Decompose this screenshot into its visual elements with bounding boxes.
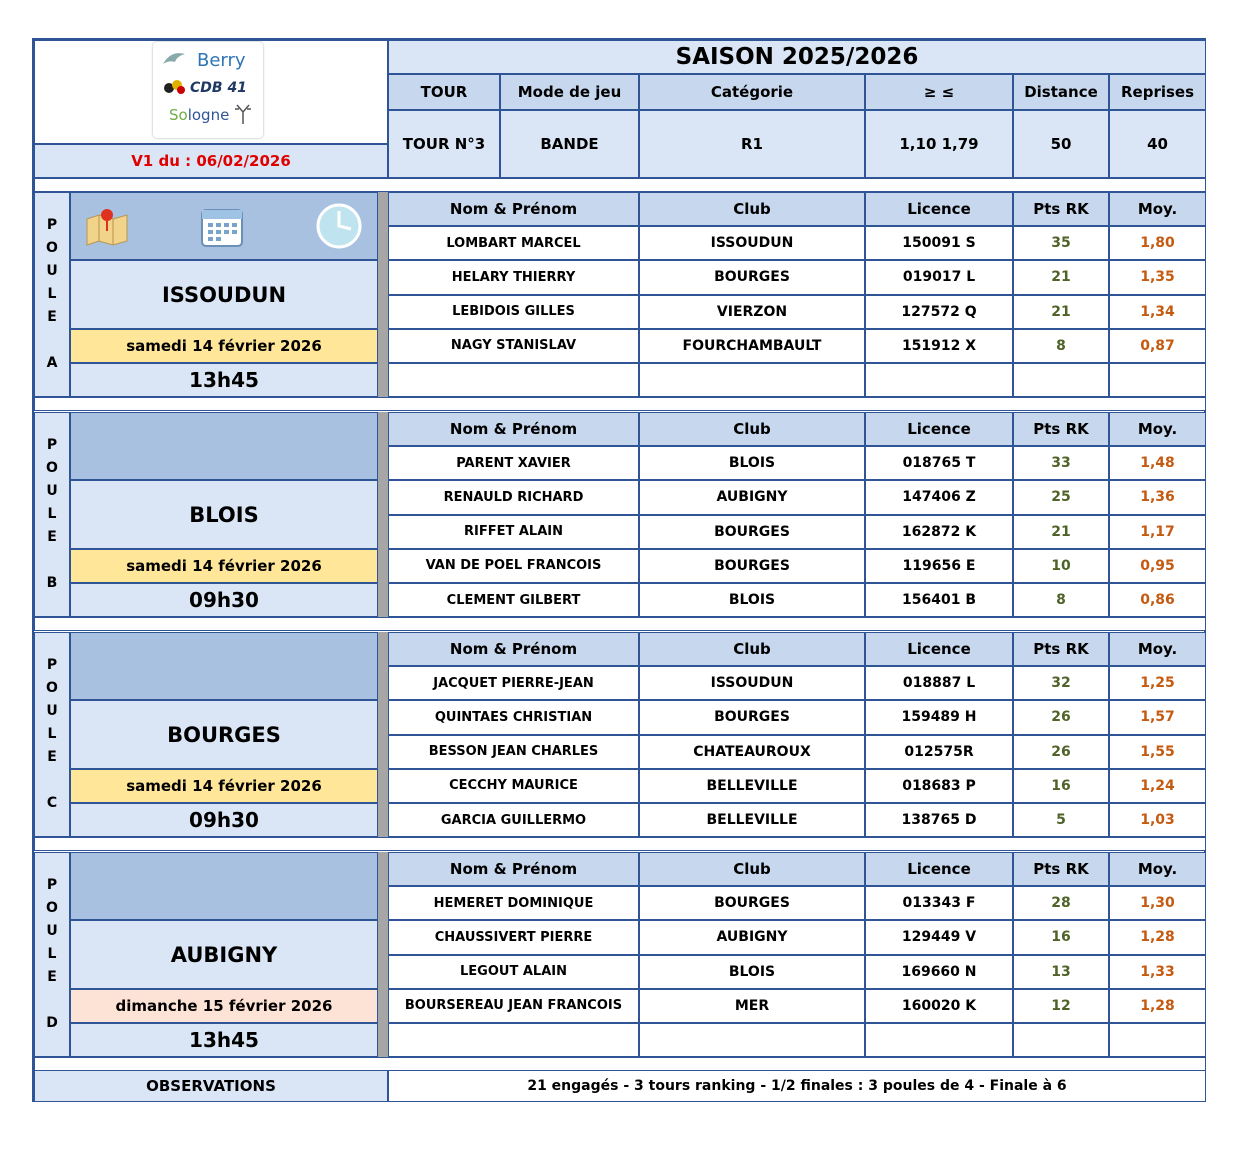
player-pts-rk: 33 <box>1013 446 1109 480</box>
player-moy: 1,48 <box>1109 446 1206 480</box>
divider-bar <box>378 852 388 1057</box>
player-moy: 0,95 <box>1109 549 1206 583</box>
poule-letter: P <box>46 437 58 454</box>
column-header-licence: Licence <box>865 852 1013 886</box>
player-licence: 018887 L <box>865 666 1013 700</box>
divider-bar <box>378 412 388 617</box>
player-club: CHATEAUROUX <box>639 735 865 769</box>
player-pts-rk: 26 <box>1013 735 1109 769</box>
player-club: VIERZON <box>639 295 865 329</box>
divider-bar <box>378 632 388 837</box>
poule-letter: C <box>46 795 58 812</box>
poule-letter: D <box>46 1015 58 1032</box>
dolphin-icon <box>161 48 189 70</box>
player-pts-rk: 16 <box>1013 920 1109 954</box>
column-header-licence: Licence <box>865 412 1013 446</box>
player-licence: 159489 H <box>865 700 1013 734</box>
poule-letter: P <box>46 217 58 234</box>
player-club: AUBIGNY <box>639 920 865 954</box>
player-licence: 129449 V <box>865 920 1013 954</box>
player-club: BELLEVILLE <box>639 769 865 803</box>
poule-time: 09h30 <box>70 803 378 837</box>
poule-letter: L <box>47 946 57 963</box>
poule-time: 13h45 <box>70 1023 378 1057</box>
column-header-name: Nom & Prénom <box>388 192 639 226</box>
player-licence: 156401 B <box>865 583 1013 617</box>
poule-date: samedi 14 février 2026 <box>70 329 378 363</box>
player-pts-rk: 28 <box>1013 886 1109 920</box>
player-name: BESSON JEAN CHARLES <box>388 735 639 769</box>
player-licence: 018765 T <box>865 446 1013 480</box>
player-moy <box>1109 1023 1206 1057</box>
player-pts-rk: 26 <box>1013 700 1109 734</box>
column-header-pts-rk: Pts RK <box>1013 852 1109 886</box>
cdb41-logo <box>153 42 263 138</box>
player-club: AUBIGNY <box>639 480 865 514</box>
player-moy: 0,86 <box>1109 583 1206 617</box>
player-name: NAGY STANISLAV <box>388 329 639 363</box>
player-name: GARCIA GUILLERMO <box>388 803 639 837</box>
poule-letter: O <box>46 900 58 917</box>
logo-text-sologne: Sologne <box>169 106 230 124</box>
player-pts-rk: 10 <box>1013 549 1109 583</box>
player-licence: 018683 P <box>865 769 1013 803</box>
player-club: BOURGES <box>639 260 865 294</box>
header-label-reprises: Reprises <box>1109 74 1206 110</box>
poule-letter: O <box>46 240 58 257</box>
player-pts-rk: 8 <box>1013 583 1109 617</box>
column-header-name: Nom & Prénom <box>388 632 639 666</box>
player-licence: 150091 S <box>865 226 1013 260</box>
player-licence: 013343 F <box>865 886 1013 920</box>
clock-icon <box>313 203 365 249</box>
column-header-licence: Licence <box>865 192 1013 226</box>
player-name: CECCHY MAURICE <box>388 769 639 803</box>
poule-letter: A <box>46 355 58 372</box>
poule-d-label <box>34 852 70 1057</box>
player-pts-rk: 21 <box>1013 515 1109 549</box>
logo-cell <box>34 40 388 144</box>
poule-letter: E <box>47 749 57 766</box>
player-licence: 151912 X <box>865 329 1013 363</box>
player-moy: 1,28 <box>1109 920 1206 954</box>
poule-time: 13h45 <box>70 363 378 397</box>
player-moy: 1,30 <box>1109 886 1206 920</box>
player-name: CHAUSSIVERT PIERRE <box>388 920 639 954</box>
player-pts-rk: 12 <box>1013 989 1109 1023</box>
season-title: SAISON 2025/2026 <box>388 40 1206 74</box>
billiard-balls-icon <box>163 78 187 96</box>
poule-c-label <box>34 632 70 837</box>
player-name: VAN DE POEL FRANCOIS <box>388 549 639 583</box>
player-pts-rk: 16 <box>1013 769 1109 803</box>
header-value-reprises: 40 <box>1109 110 1206 178</box>
player-club: BELLEVILLE <box>639 803 865 837</box>
column-header-moy: Moy. <box>1109 852 1206 886</box>
player-moy: 1,35 <box>1109 260 1206 294</box>
poule-letter: B <box>46 575 58 592</box>
poule-header-cell <box>70 412 378 480</box>
poule-letter: U <box>46 483 58 500</box>
player-club: BOURGES <box>639 700 865 734</box>
player-licence: 119656 E <box>865 549 1013 583</box>
player-club: BLOIS <box>639 955 865 989</box>
player-name: PARENT XAVIER <box>388 446 639 480</box>
poule-city: ISSOUDUN <box>70 260 378 328</box>
poule-letter: P <box>46 657 58 674</box>
player-pts-rk: 21 <box>1013 295 1109 329</box>
player-club <box>639 1023 865 1057</box>
header-value-range: 1,10 1,79 <box>865 110 1013 178</box>
header-value-categorie: R1 <box>639 110 865 178</box>
player-licence: 127572 Q <box>865 295 1013 329</box>
separator <box>34 397 1206 411</box>
player-name: RENAULD RICHARD <box>388 480 639 514</box>
poule-letter: P <box>46 877 58 894</box>
player-moy: 0,87 <box>1109 329 1206 363</box>
player-club: ISSOUDUN <box>639 226 865 260</box>
player-licence: 012575R <box>865 735 1013 769</box>
poule-time: 09h30 <box>70 583 378 617</box>
column-header-pts-rk: Pts RK <box>1013 192 1109 226</box>
logo-text-berry: Berry <box>197 50 246 71</box>
player-moy: 1,80 <box>1109 226 1206 260</box>
player-name: LEBIDOIS GILLES <box>388 295 639 329</box>
deer-icon <box>231 102 255 126</box>
player-moy: 1,17 <box>1109 515 1206 549</box>
calendar-icon <box>199 204 245 248</box>
player-pts-rk <box>1013 1023 1109 1057</box>
player-club: ISSOUDUN <box>639 666 865 700</box>
player-club: BOURGES <box>639 549 865 583</box>
player-moy: 1,34 <box>1109 295 1206 329</box>
separator <box>34 617 1206 631</box>
column-header-pts-rk: Pts RK <box>1013 632 1109 666</box>
player-name: LOMBART MARCEL <box>388 226 639 260</box>
observations-label: OBSERVATIONS <box>34 1070 388 1102</box>
column-header-moy: Moy. <box>1109 632 1206 666</box>
poule-letter: L <box>47 506 57 523</box>
player-pts-rk: 13 <box>1013 955 1109 989</box>
player-licence <box>865 363 1013 397</box>
column-header-club: Club <box>639 192 865 226</box>
poule-letter: O <box>46 680 58 697</box>
player-licence: 138765 D <box>865 803 1013 837</box>
header-value-tour: TOUR N°3 <box>388 110 500 178</box>
player-club: BOURGES <box>639 886 865 920</box>
column-header-name: Nom & Prénom <box>388 412 639 446</box>
observations-text: 21 engagés - 3 tours ranking - 1/2 finales : 3 poules de 4 - Finale à 6 <box>388 1070 1206 1102</box>
player-name: BOURSEREAU JEAN FRANCOIS <box>388 989 639 1023</box>
player-licence: 169660 N <box>865 955 1013 989</box>
player-moy: 1,36 <box>1109 480 1206 514</box>
column-header-club: Club <box>639 412 865 446</box>
player-moy: 1,28 <box>1109 989 1206 1023</box>
poule-city: BLOIS <box>70 480 378 548</box>
column-header-pts-rk: Pts RK <box>1013 412 1109 446</box>
header-label-categorie: Catégorie <box>639 74 865 110</box>
player-name: LEGOUT ALAIN <box>388 955 639 989</box>
player-moy: 1,25 <box>1109 666 1206 700</box>
poule-date: samedi 14 février 2026 <box>70 769 378 803</box>
column-header-moy: Moy. <box>1109 192 1206 226</box>
map-icon <box>83 205 131 247</box>
player-name: CLEMENT GILBERT <box>388 583 639 617</box>
separator <box>34 178 1206 192</box>
player-moy: 1,57 <box>1109 700 1206 734</box>
poule-letter: U <box>46 923 58 940</box>
player-name: HELARY THIERRY <box>388 260 639 294</box>
player-name: RIFFET ALAIN <box>388 515 639 549</box>
divider-bar <box>378 192 388 397</box>
player-pts-rk: 25 <box>1013 480 1109 514</box>
header-label-range: ≥ ≤ <box>865 74 1013 110</box>
player-moy: 1,24 <box>1109 769 1206 803</box>
player-name <box>388 1023 639 1057</box>
column-header-moy: Moy. <box>1109 412 1206 446</box>
version-label: V1 du : 06/02/2026 <box>34 144 388 178</box>
poule-city: BOURGES <box>70 700 378 768</box>
header-label-tour: TOUR <box>388 74 500 110</box>
player-pts-rk: 35 <box>1013 226 1109 260</box>
logo-text-cdb: CDB 41 <box>190 80 247 96</box>
poule-letter: U <box>46 263 58 280</box>
header-label-distance: Distance <box>1013 74 1109 110</box>
separator <box>34 837 1206 851</box>
player-name <box>388 363 639 397</box>
player-pts-rk <box>1013 363 1109 397</box>
player-club: FOURCHAMBAULT <box>639 329 865 363</box>
player-licence: 162872 K <box>865 515 1013 549</box>
player-moy: 1,33 <box>1109 955 1206 989</box>
poule-letter: L <box>47 286 57 303</box>
poule-header-cell <box>70 852 378 920</box>
poule-header-cell <box>70 632 378 700</box>
player-pts-rk: 5 <box>1013 803 1109 837</box>
player-pts-rk: 8 <box>1013 329 1109 363</box>
separator <box>34 1057 1206 1071</box>
poule-letter: E <box>47 529 57 546</box>
poule-date: samedi 14 février 2026 <box>70 549 378 583</box>
poule-letter: E <box>47 969 57 986</box>
player-name: QUINTAES CHRISTIAN <box>388 700 639 734</box>
poule-letter: O <box>46 460 58 477</box>
poule-a-label <box>34 192 70 397</box>
player-licence: 019017 L <box>865 260 1013 294</box>
header-label-mode-de-jeu: Mode de jeu <box>500 74 639 110</box>
header-value-mode-de-jeu: BANDE <box>500 110 639 178</box>
player-name: HEMERET DOMINIQUE <box>388 886 639 920</box>
player-club <box>639 363 865 397</box>
player-name: JACQUET PIERRE-JEAN <box>388 666 639 700</box>
column-header-club: Club <box>639 852 865 886</box>
poule-city: AUBIGNY <box>70 920 378 988</box>
player-licence: 147406 Z <box>865 480 1013 514</box>
player-licence <box>865 1023 1013 1057</box>
player-club: BOURGES <box>639 515 865 549</box>
poule-date: dimanche 15 février 2026 <box>70 989 378 1023</box>
poule-b-label <box>34 412 70 617</box>
player-club: BLOIS <box>639 583 865 617</box>
column-header-licence: Licence <box>865 632 1013 666</box>
poule-header-cell <box>70 192 378 260</box>
column-header-club: Club <box>639 632 865 666</box>
player-club: BLOIS <box>639 446 865 480</box>
player-pts-rk: 32 <box>1013 666 1109 700</box>
player-pts-rk: 21 <box>1013 260 1109 294</box>
player-moy: 1,55 <box>1109 735 1206 769</box>
player-club: MER <box>639 989 865 1023</box>
tournament-sheet <box>32 38 1206 1102</box>
player-moy: 1,03 <box>1109 803 1206 837</box>
header-value-distance: 50 <box>1013 110 1109 178</box>
poule-letter: L <box>47 726 57 743</box>
column-header-name: Nom & Prénom <box>388 852 639 886</box>
player-licence: 160020 K <box>865 989 1013 1023</box>
poule-letter: U <box>46 703 58 720</box>
poule-letter: E <box>47 309 57 326</box>
player-moy <box>1109 363 1206 397</box>
